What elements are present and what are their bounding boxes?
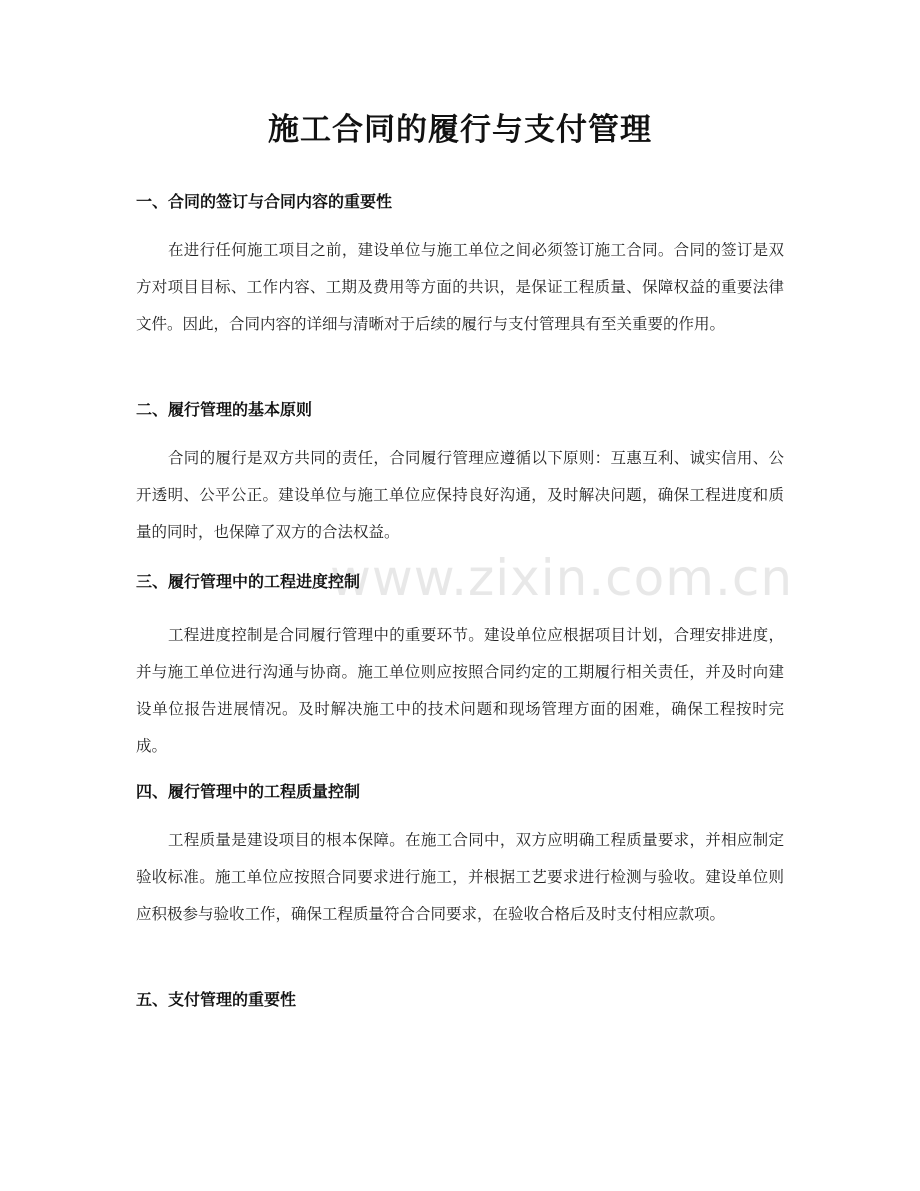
section-body-3: 工程进度控制是合同履行管理中的重要环节。建设单位应根据项目计划，合理安排进度，并与施工单位进行沟通与协商。施工单位则应按照合同约定的工期履行相关责任，并及时向建设单位报告进展情况。及时解决施工中的技术问题和现场管理方面的困难，确保工程按时完成。 bbox=[136, 626, 784, 755]
section-body-4: 工程质量是建设项目的根本保障。在施工合同中，双方应明确工程质量要求，并相应制定验收标准。施工单位应按照合同要求进行施工，并根据工艺要求进行检测与验收。建设单位则应积极参与验收工作，确保工程质量符合合同要求，在验收合格后及时支付相应款项。 bbox=[136, 831, 784, 923]
section-body-1: 在进行任何施工项目之前，建设单位与施工单位之间必须签订施工合同。合同的签订是双方对项目目标、工作内容、工期及费用等方面的共识，是保证工程质量、保障权益的重要法律文件。因此，合同内容的详细与清晰对于后续的履行与支付管理具有至关重要的作用。 bbox=[136, 241, 784, 333]
section-heading-1: 一、合同的签订与合同内容的重要性 bbox=[136, 192, 393, 211]
section-heading-2: 二、履行管理的基本原则 bbox=[136, 400, 313, 419]
watermark-text: www.zixin.com.cn bbox=[330, 549, 794, 607]
document-title: 施工合同的履行与支付管理 bbox=[268, 112, 652, 148]
section-body-2: 合同的履行是双方共同的责任，合同履行管理应遵循以下原则：互惠互利、诚实信用、公开透明、公平公正。建设单位与施工单位应保持良好沟通，及时解决问题，确保工程进度和质量的同时，也保障了双方的合法权益。 bbox=[136, 449, 784, 541]
section-heading-5: 五、支付管理的重要性 bbox=[136, 990, 297, 1009]
section-heading-3: 三、履行管理中的工程进度控制 bbox=[136, 572, 361, 591]
section-heading-4: 四、履行管理中的工程质量控制 bbox=[136, 782, 361, 801]
